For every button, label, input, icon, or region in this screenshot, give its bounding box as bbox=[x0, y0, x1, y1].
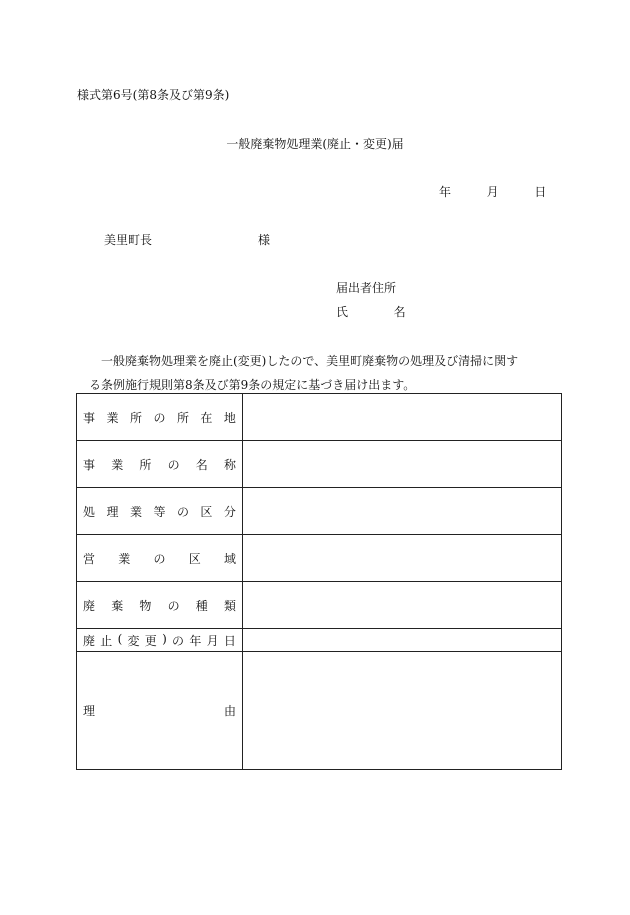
addressee-name: 美里町長 bbox=[104, 233, 153, 247]
business-category-field[interactable] bbox=[243, 488, 562, 535]
label-char: 事 bbox=[83, 410, 96, 425]
row-label-waste-type bbox=[77, 582, 243, 629]
label-char: 理 bbox=[106, 504, 119, 519]
row-label-office-location bbox=[77, 394, 243, 441]
body-line-2: る条例施行規則第8条及び第9条の規定に基づき届け出ます。 bbox=[89, 378, 416, 392]
row-label-reason bbox=[77, 652, 243, 770]
applicant-name-char-2: 名 bbox=[393, 305, 406, 319]
label-char: 業 bbox=[106, 410, 119, 425]
office-location-field[interactable] bbox=[243, 394, 562, 441]
body-line-1: 一般廃棄物処理業を廃止(変更)したので、美里町廃棄物の処理及び清掃に関す bbox=[101, 354, 519, 368]
table-row bbox=[77, 582, 562, 629]
row-label-office-name bbox=[77, 441, 243, 488]
info-table bbox=[76, 393, 562, 770]
row-label-business-area bbox=[77, 535, 243, 582]
label-char: 区 bbox=[188, 551, 201, 566]
label-char: の bbox=[153, 410, 166, 425]
table-row bbox=[77, 629, 562, 652]
label-char: 所 bbox=[139, 457, 152, 472]
label-char: 更 bbox=[144, 633, 157, 648]
label-char: 種 bbox=[195, 598, 208, 613]
label-char: 名 bbox=[195, 457, 208, 472]
label-char: の bbox=[167, 598, 180, 613]
date-day-label: 日 bbox=[534, 185, 547, 199]
label-char: 称 bbox=[223, 457, 236, 472]
label-char: 営 bbox=[83, 551, 96, 566]
label-char: 廃 bbox=[83, 633, 96, 648]
label-char: ) bbox=[162, 631, 167, 646]
document-title: 一般廃棄物処理業(廃止・変更)届 bbox=[226, 137, 404, 151]
date-month-label: 月 bbox=[486, 185, 499, 199]
label-char: 地 bbox=[223, 410, 236, 425]
table-row bbox=[77, 441, 562, 488]
label-char: 業 bbox=[118, 551, 131, 566]
label-char: 分 bbox=[223, 504, 236, 519]
label-char: 業 bbox=[129, 504, 142, 519]
applicant-name-char-1: 氏 bbox=[336, 305, 349, 319]
date-year-label: 年 bbox=[439, 185, 452, 199]
label-char: の bbox=[172, 633, 185, 648]
addressee-honorific: 様 bbox=[258, 233, 271, 247]
label-char: 類 bbox=[223, 598, 236, 613]
label-char: ( bbox=[117, 631, 123, 646]
label-char: 所 bbox=[129, 410, 142, 425]
label-char: 廃 bbox=[83, 598, 96, 613]
label-char: 在 bbox=[200, 410, 213, 425]
waste-type-field[interactable] bbox=[243, 582, 562, 629]
body-text bbox=[89, 349, 559, 397]
office-name-field[interactable] bbox=[243, 441, 562, 488]
table-row bbox=[77, 488, 562, 535]
label-char: 等 bbox=[153, 504, 166, 519]
row-label-business-category bbox=[77, 488, 243, 535]
applicant-address-label: 届出者住所 bbox=[336, 281, 397, 295]
business-area-field[interactable] bbox=[243, 535, 562, 582]
label-char: 物 bbox=[139, 598, 152, 613]
label-char: 業 bbox=[111, 457, 124, 472]
label-char: 年 bbox=[189, 633, 202, 648]
label-char: 理 bbox=[83, 704, 96, 718]
label-char: の bbox=[167, 457, 180, 472]
label-char: の bbox=[176, 504, 189, 519]
label-char: 止 bbox=[100, 633, 113, 648]
label-char: 区 bbox=[200, 504, 213, 519]
label-char: 月 bbox=[206, 633, 219, 648]
reason-field[interactable] bbox=[243, 652, 562, 770]
table-row bbox=[77, 652, 562, 770]
label-char: の bbox=[153, 551, 166, 566]
applicant-name-label bbox=[336, 303, 406, 320]
discontinue-date-field[interactable] bbox=[243, 629, 562, 652]
table-row bbox=[77, 394, 562, 441]
label-char: 所 bbox=[176, 410, 189, 425]
label-char: 由 bbox=[223, 704, 236, 718]
row-label-discontinue-date bbox=[77, 629, 243, 652]
label-char: 域 bbox=[223, 551, 236, 566]
label-char: 処 bbox=[83, 504, 96, 519]
label-char: 変 bbox=[127, 633, 140, 648]
label-char: 日 bbox=[223, 633, 236, 648]
date-line bbox=[439, 183, 546, 200]
table-row bbox=[77, 535, 562, 582]
form-number: 様式第6号(第8条及び第9条) bbox=[77, 88, 230, 102]
label-char: 事 bbox=[83, 457, 96, 472]
label-char: 棄 bbox=[111, 598, 124, 613]
